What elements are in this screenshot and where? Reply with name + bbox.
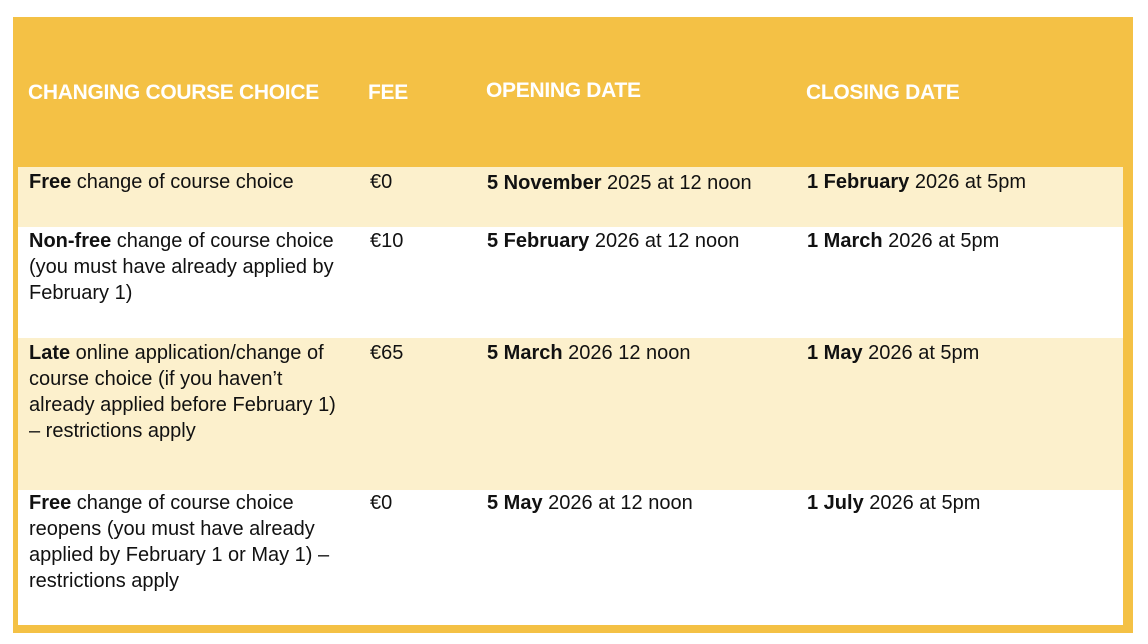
course-choice-desc: change of course choice (you must have already applied by February 1): [29, 230, 334, 304]
table-row: [18, 490, 1123, 625]
closing-date-cell: [807, 228, 1117, 254]
closing-date-rest: 2026 at 5pm: [862, 342, 980, 364]
course-choice-desc: change of course choice: [71, 171, 294, 193]
opening-date-cell: [487, 170, 797, 196]
table-row: [18, 167, 1123, 227]
course-choice-desc: online application/change of course choice (if you haven’t already applied before February 1) – restrictions apply: [29, 342, 336, 442]
opening-date-rest: 2026 at 12 noon: [542, 492, 693, 514]
course-choice-type: Free: [29, 171, 72, 193]
course-choice-type: Free: [29, 492, 72, 514]
header-opening-date: OPENING DATE: [486, 79, 641, 102]
opening-date-day: 5 May: [487, 492, 543, 514]
course-choice-type: Late: [29, 342, 71, 364]
header-fee: FEE: [368, 81, 408, 104]
fee-cell: €10: [370, 230, 404, 252]
fee-cell: €65: [370, 342, 404, 364]
closing-date-day: 1 February: [807, 171, 910, 193]
course-choice-cell: [29, 228, 349, 306]
fee-cell: €0: [370, 492, 393, 514]
closing-date-cell: [807, 490, 1117, 516]
fee-cell: €0: [370, 171, 393, 193]
closing-date-day: 1 March: [807, 230, 883, 252]
closing-date-day: 1 July: [807, 492, 864, 514]
table-row: [18, 227, 1123, 338]
closing-date-day: 1 May: [807, 342, 863, 364]
header-course-choice: CHANGING COURSE CHOICE: [28, 81, 319, 104]
opening-date-rest: 2026 12 noon: [562, 342, 691, 364]
opening-date-day: 5 March: [487, 342, 563, 364]
course-choice-cell: [29, 490, 349, 594]
table-row: [18, 338, 1123, 490]
fees-table: [13, 17, 1133, 633]
course-choice-type: Non-free: [29, 230, 112, 252]
course-choice-cell: [29, 340, 349, 444]
opening-date-rest: 2025 at 12 noon: [601, 172, 752, 194]
closing-date-rest: 2026 at 5pm: [882, 230, 1000, 252]
opening-date-day: 5 November: [487, 172, 602, 194]
opening-date-day: 5 February: [487, 230, 590, 252]
closing-date-rest: 2026 at 5pm: [909, 171, 1027, 193]
opening-date-cell: [487, 340, 797, 366]
course-choice-desc: change of course choice reopens (you must have already applied by February 1 or May 1) – restrictions apply: [29, 492, 330, 592]
closing-date-cell: [807, 169, 1117, 195]
table-header: [13, 17, 1133, 167]
course-choice-cell: [29, 169, 349, 195]
opening-date-cell: [487, 228, 797, 254]
closing-date-cell: [807, 340, 1117, 366]
opening-date-cell: [487, 490, 797, 516]
closing-date-rest: 2026 at 5pm: [863, 492, 981, 514]
opening-date-rest: 2026 at 12 noon: [589, 230, 740, 252]
header-closing-date: CLOSING DATE: [806, 81, 960, 104]
